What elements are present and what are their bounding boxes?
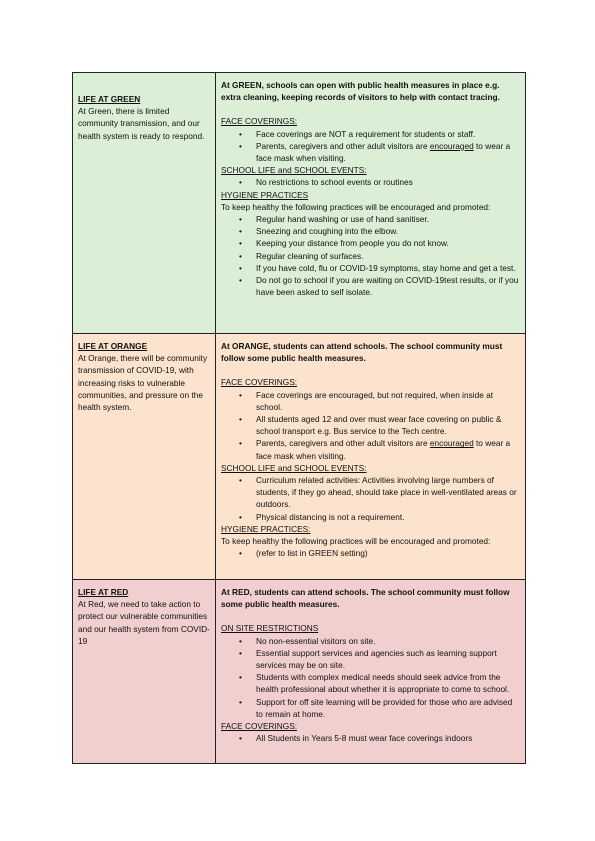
green-face-heading: FACE COVERINGS: bbox=[221, 116, 298, 127]
list-item: • Sneezing and coughing into the elbow. bbox=[221, 225, 520, 237]
orange-hygiene-heading: HYGIENE PRACTICES: bbox=[221, 523, 311, 534]
list-item: • Face coverings are NOT a requirement for students or staff. bbox=[221, 128, 520, 140]
list-item: • Curriculum related activities: Activities involving large numbers of students, if they go ahead, should take place in well-ventilated areas or outdoors. bbox=[221, 474, 520, 511]
green-right-cell bbox=[216, 73, 526, 334]
list-item: • Keeping your distance from people you do not know. bbox=[221, 237, 520, 249]
covid-traffic-light-table bbox=[72, 72, 526, 764]
list-item: • No non-essential visitors on site. bbox=[221, 635, 520, 647]
red-face-heading: FACE COVERINGS: bbox=[221, 721, 298, 732]
green-left-cell bbox=[73, 73, 216, 334]
red-site-list bbox=[221, 635, 520, 720]
list-item: • Face coverings are encouraged, but not required, when inside at school. bbox=[221, 389, 520, 413]
orange-row bbox=[73, 334, 526, 580]
green-hygiene-intro: To keep healthy the following practices will be encouraged and promoted: bbox=[221, 201, 491, 212]
green-lead: At GREEN, schools can open with public health measures in place e.g. extra cleaning, keeping records of visitors to help with contact tracing. bbox=[221, 80, 500, 103]
red-site-heading: ON SITE RESTRICTIONS bbox=[221, 623, 319, 634]
green-heading: LIFE AT GREEN bbox=[78, 94, 141, 104]
list-item: • If you have cold, flu or COVID-19 symptoms, stay home and get a test. bbox=[221, 262, 520, 274]
green-hygiene-list bbox=[221, 213, 520, 298]
green-face-list bbox=[221, 128, 520, 165]
orange-hygiene-intro: To keep healthy the following practices will be encouraged and promoted: bbox=[221, 536, 491, 547]
orange-heading: LIFE AT ORANGE bbox=[78, 341, 148, 351]
green-row bbox=[73, 73, 526, 334]
orange-events-list bbox=[221, 474, 520, 523]
list-item: • Physical distancing is not a requirement. bbox=[221, 511, 520, 523]
red-face-list bbox=[221, 732, 520, 744]
list-item: • No restrictions to school events or routines bbox=[221, 176, 520, 188]
list-item: • Regular cleaning of surfaces. bbox=[221, 250, 520, 262]
green-events-list bbox=[221, 176, 520, 188]
red-right-cell bbox=[216, 580, 526, 764]
green-description: At Green, there is limited community transmission, and our health system is ready to respond. bbox=[78, 106, 205, 141]
list-item: • All students aged 12 and over must wear face covering on public & school transport e.g. Bus service to the Tech centre. bbox=[221, 413, 520, 437]
orange-face-heading: FACE COVERINGS: bbox=[221, 377, 298, 388]
orange-events-heading: SCHOOL LIFE and SCHOOL EVENTS: bbox=[221, 462, 367, 473]
list-item: • All Students in Years 5-8 must wear face coverings indoors bbox=[221, 732, 520, 744]
list-item: • (refer to list in GREEN setting) bbox=[221, 547, 520, 559]
red-heading: LIFE AT RED bbox=[78, 587, 129, 597]
list-item: • Do not go to school if you are waiting on COVID-19test results, or if you have been asked to self isolate. bbox=[221, 274, 520, 298]
list-item: • Support for off site learning will be provided for those who are advised to remain at home. bbox=[221, 696, 520, 720]
list-item: • Students with complex medical needs should seek advice from the health professional about whether it is appropriate to come to school. bbox=[221, 671, 520, 695]
orange-face-list bbox=[221, 389, 520, 462]
orange-description: At Orange, there will be community transmission of COVID-19, with increasing risks to vulnerable communities, and pressure on the health system. bbox=[78, 353, 208, 413]
red-description: At Red, we need to take action to protect our vulnerable communities and our health system from COVID-19 bbox=[78, 599, 210, 646]
red-left-cell bbox=[73, 580, 216, 764]
red-row bbox=[73, 580, 526, 764]
orange-right-cell bbox=[216, 334, 526, 580]
list-item: • Regular hand washing or use of hand sanitiser. bbox=[221, 213, 520, 225]
green-hygiene-heading: HYGIENE PRACTICES bbox=[221, 189, 309, 200]
orange-lead: At ORANGE, students can attend schools. The school community must follow some public health measures. bbox=[221, 341, 503, 364]
list-item: • Parents, caregivers and other adult visitors are encouraged to wear a face mask when visiting. bbox=[221, 437, 520, 461]
green-events-heading: SCHOOL LIFE and SCHOOL EVENTS: bbox=[221, 165, 367, 176]
list-item: • Parents, caregivers and other adult visitors are encouraged to wear a face mask when visiting. bbox=[221, 140, 520, 164]
orange-hygiene-list bbox=[221, 547, 520, 559]
orange-left-cell bbox=[73, 334, 216, 580]
list-item: • Essential support services and agencies such as learning support services may be on site. bbox=[221, 647, 520, 671]
red-lead: At RED, students can attend schools. The school community must follow some public health measures. bbox=[221, 587, 510, 610]
